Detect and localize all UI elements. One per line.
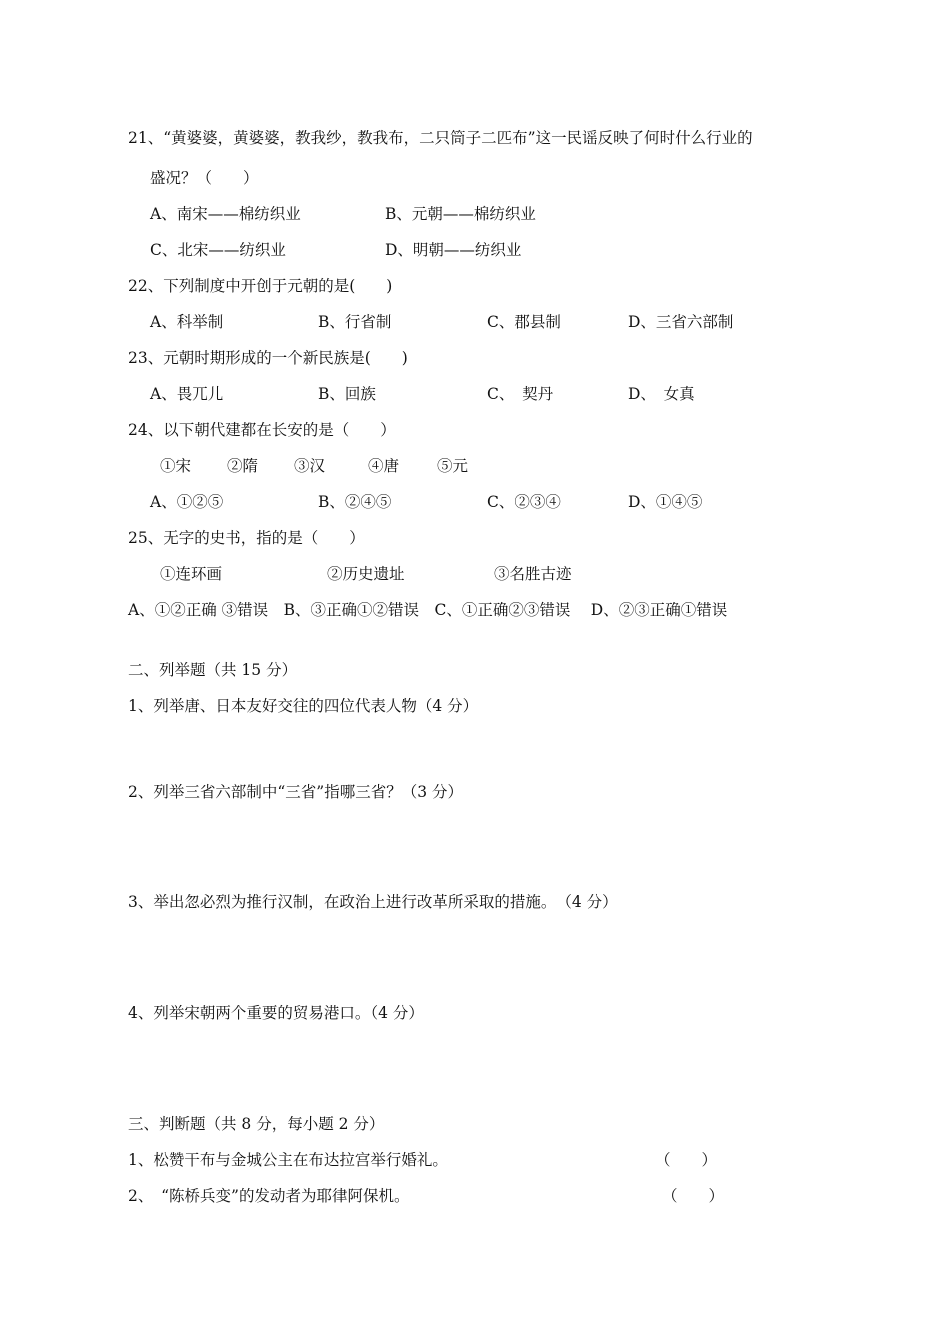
section2-question-2: 2、列举三省六部制中“三省”指哪三省？（3 分） — [128, 783, 463, 801]
section3-question-2-blank: （ ） — [662, 1187, 725, 1205]
q25-answers: A、①②正确 ③错误 B、③正确①②错误 C、①正确②③错误 D、②③正确①错误 — [128, 601, 728, 619]
q24-item-4: ④唐 — [368, 457, 400, 475]
q23-option-a: A、畏兀儿 — [150, 385, 224, 403]
q22-option-c: C、郡县制 — [487, 313, 561, 331]
q21-stem-line2: 盛况？（ ） — [150, 169, 259, 187]
q24-option-c: C、②③④ — [487, 493, 561, 511]
q22-option-a: A、科举制 — [150, 313, 224, 331]
q25-item-1: ①连环画 — [160, 565, 223, 583]
q23-option-d: D、 女真 — [628, 385, 695, 403]
q25-stem: 25、无字的史书，指的是（ ） — [128, 529, 365, 547]
section3-question-1-blank: （ ） — [655, 1151, 718, 1169]
q23-option-b: B、回族 — [318, 385, 376, 403]
q24-item-5: ⑤元 — [437, 457, 469, 475]
q22-option-d: D、三省六部制 — [628, 313, 734, 331]
section2-question-3: 3、举出忽必烈为推行汉制，在政治上进行改革所采取的措施。 （4 分） — [128, 893, 618, 911]
q24-item-3: ③汉 — [294, 457, 326, 475]
q23-stem: 23、元朝时期形成的一个新民族是( ) — [128, 349, 408, 367]
section3-question-1: 1、松赞干布与金城公主在布达拉宫举行婚礼。 — [128, 1151, 448, 1169]
section3-title: 三、判断题（共 8 分，每小题 2 分） — [128, 1115, 385, 1133]
q21-option-b: B、元朝——棉纺织业 — [385, 205, 536, 223]
q24-item-1: ①宋 — [160, 457, 192, 475]
q23-option-c: C、 契丹 — [487, 385, 554, 403]
q24-option-b: B、②④⑤ — [318, 493, 392, 511]
q21-option-c: C、北宋——纺织业 — [150, 241, 286, 259]
q22-stem: 22、下列制度中开创于元朝的是( ) — [128, 277, 393, 295]
q24-stem: 24、以下朝代建都在长安的是（ ） — [128, 421, 396, 439]
q21-stem-line1: 21、“黄婆婆，黄婆婆，教我纱，教我布，二只筒子二匹布”这一民谣反映了何时什么行业的 — [128, 129, 753, 147]
q21-option-a: A、南宋——棉纺织业 — [150, 205, 301, 223]
q25-item-2: ②历史遗址 — [327, 565, 405, 583]
section3-question-2: 2、 “陈桥兵变”的发动者为耶律阿保机。 — [128, 1187, 410, 1205]
q24-option-d: D、①④⑤ — [628, 493, 703, 511]
section2-title: 二、列举题（共 15 分） — [128, 661, 298, 679]
q24-option-a: A、①②⑤ — [150, 493, 224, 511]
section2-question-4: 4、列举宋朝两个重要的贸易港口。（4 分） — [128, 1004, 424, 1022]
q22-option-b: B、行省制 — [318, 313, 392, 331]
q25-item-3: ③名胜古迹 — [494, 565, 572, 583]
q21-option-d: D、明朝——纺织业 — [385, 241, 522, 259]
section2-question-1: 1、列举唐、日本友好交往的四位代表人物（4 分） — [128, 697, 479, 715]
q24-item-2: ②隋 — [227, 457, 259, 475]
